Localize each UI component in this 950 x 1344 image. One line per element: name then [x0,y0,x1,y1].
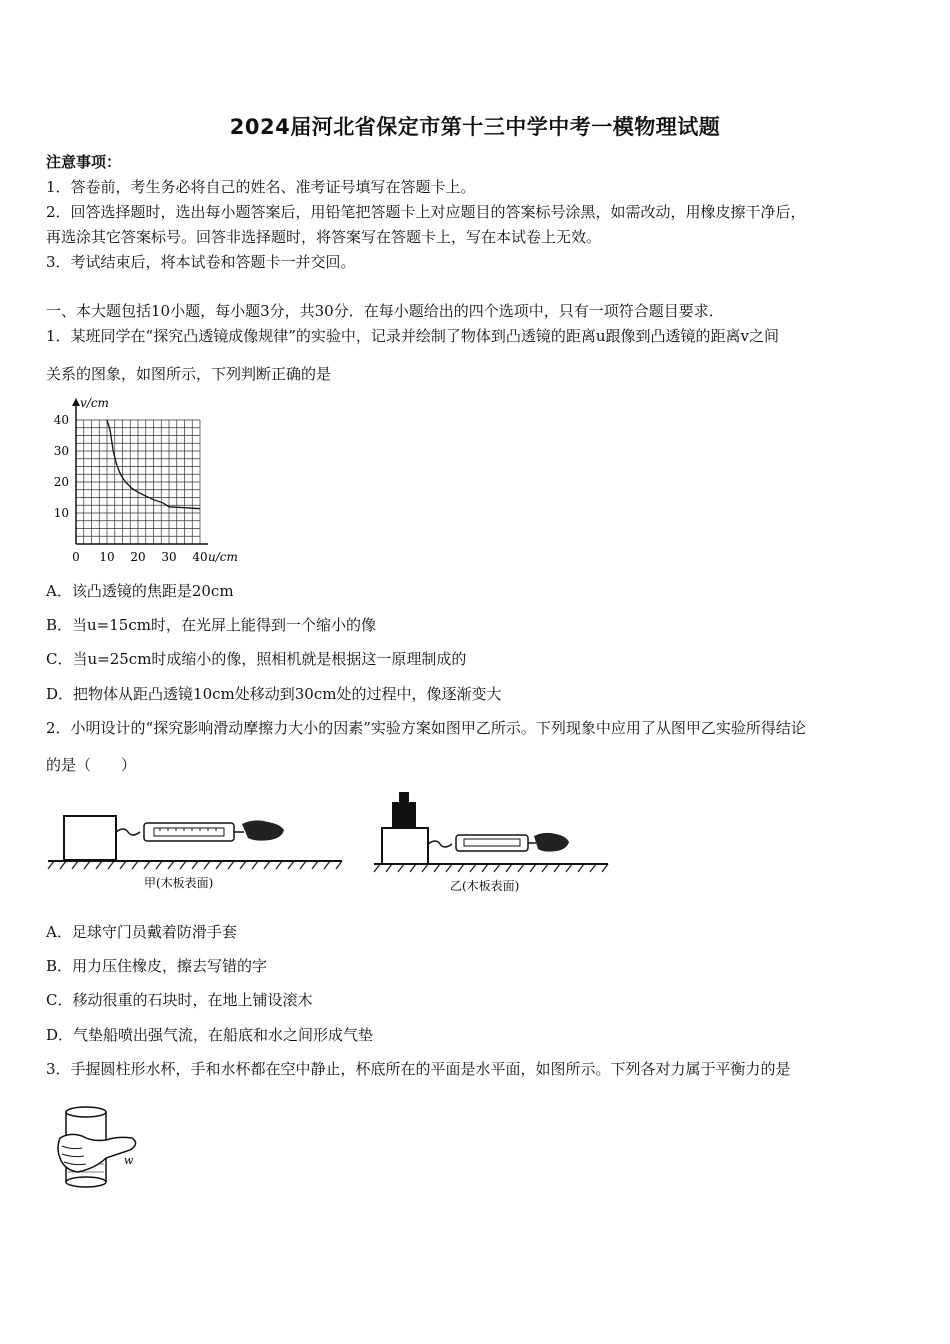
section-header: 一、本大题包括10小题，每小题3分，共30分．在每小题给出的四个选项中，只有一项符合题目要求． [46,302,724,320]
q2-option-c: C．移动很重的石块时，在地上铺设滚木 [46,991,313,1009]
q2-option-d: D．气垫船喷出强气流，在船底和水之间形成气垫 [46,1026,374,1044]
hook [428,841,452,847]
q2-option-b: B．用力压住橡皮，擦去写错的字 [46,957,268,975]
ground-hatch [48,861,342,869]
notice-item: 3．考试结束后，将本试卷和答题卡一并交回。 [46,253,356,271]
q1-option-a: A．该凸透镜的焦距是20cm [46,582,234,600]
x-tick-label: 0 [72,550,80,564]
spring-scale [144,823,234,841]
y-tick-label: 20 [53,475,69,489]
page-title: 2024届河北省保定市第十三中学中考一模物理试题 [229,115,721,139]
q1-option-d: D．把物体从距凸透镜10cm处移动到30cm处的过程中，像逐渐变大 [46,685,502,703]
hand-icon [242,820,284,840]
q2-figure-b [372,786,612,900]
spring-scale [456,835,528,851]
question-1-text-cont: 关系的图象，如图所示，下列判断正确的是 [46,365,332,383]
ground-hatch [374,864,608,872]
wood-block [382,828,428,864]
wood-block [64,816,116,860]
q1-option-c: C．当u=25cm时成缩小的像，照相机就是根据这一原理制成的 [46,650,467,668]
fig-b-caption: 乙(木板表面) [450,879,520,893]
q1-graph [44,392,254,572]
question-2-text-cont: 的是（ ） [46,756,137,774]
y-tick-label: 40 [53,413,69,427]
fig-label: w [124,1154,134,1167]
cup-rim [66,1107,106,1117]
y-tick-label: 30 [53,444,69,458]
question-2-text: 2．小明设计的“探究影响滑动摩擦力大小的因素”实验方案如图甲乙所示。下列现象中应用了从图甲乙实验所得结论 [46,719,806,737]
q2-figure-a [44,800,344,900]
notice-heading: 注意事项： [46,153,122,171]
notice-item: 再选涂其它答案标号。回答非选择题时，将答案写在答题卡上，写在本试卷上无效。 [46,228,602,246]
hook [116,829,140,835]
x-tick-label: 10 [99,550,115,564]
question-1-text: 1．某班同学在“探究凸透镜成像规律”的实验中，记录并绘制了物体到凸透镜的距离u跟像到凸透镜的距离v之间 [46,327,780,345]
cup-bottom [66,1177,106,1187]
y-axis-arrow [72,398,80,406]
chart-y-axis-label: v/cm [80,396,109,410]
hand-icon [534,833,569,852]
weight-icon [392,802,416,828]
fig-a-caption: 甲(木板表面) [144,876,214,890]
y-tick-label: 10 [53,506,69,520]
chart-x-axis-label: u/cm [208,550,238,564]
q3-figure [52,1100,152,1192]
q1-option-b: B．当u=15cm时，在光屏上能得到一个缩小的像 [46,616,376,634]
q2-option-a: A．足球守门员戴着防滑手套 [46,923,237,941]
notice-item: 2．回答选择题时，选出每小题答案后，用铅笔把答题卡上对应题目的答案标号涂黑，如需改动，用橡皮擦干净后， [46,203,806,221]
x-tick-label: 40 [192,550,208,564]
notice-item: 1．答卷前，考生务必将自己的姓名、准考证号填写在答题卡上。 [46,178,476,196]
question-3-text: 3．手握圆柱形水杯，手和水杯都在空中静止，杯底所在的平面是水平面，如图所示。下列各对力属于平衡力的是 [46,1060,791,1078]
x-tick-label: 20 [130,550,146,564]
x-tick-label: 30 [161,550,177,564]
chart-grid [76,420,200,544]
